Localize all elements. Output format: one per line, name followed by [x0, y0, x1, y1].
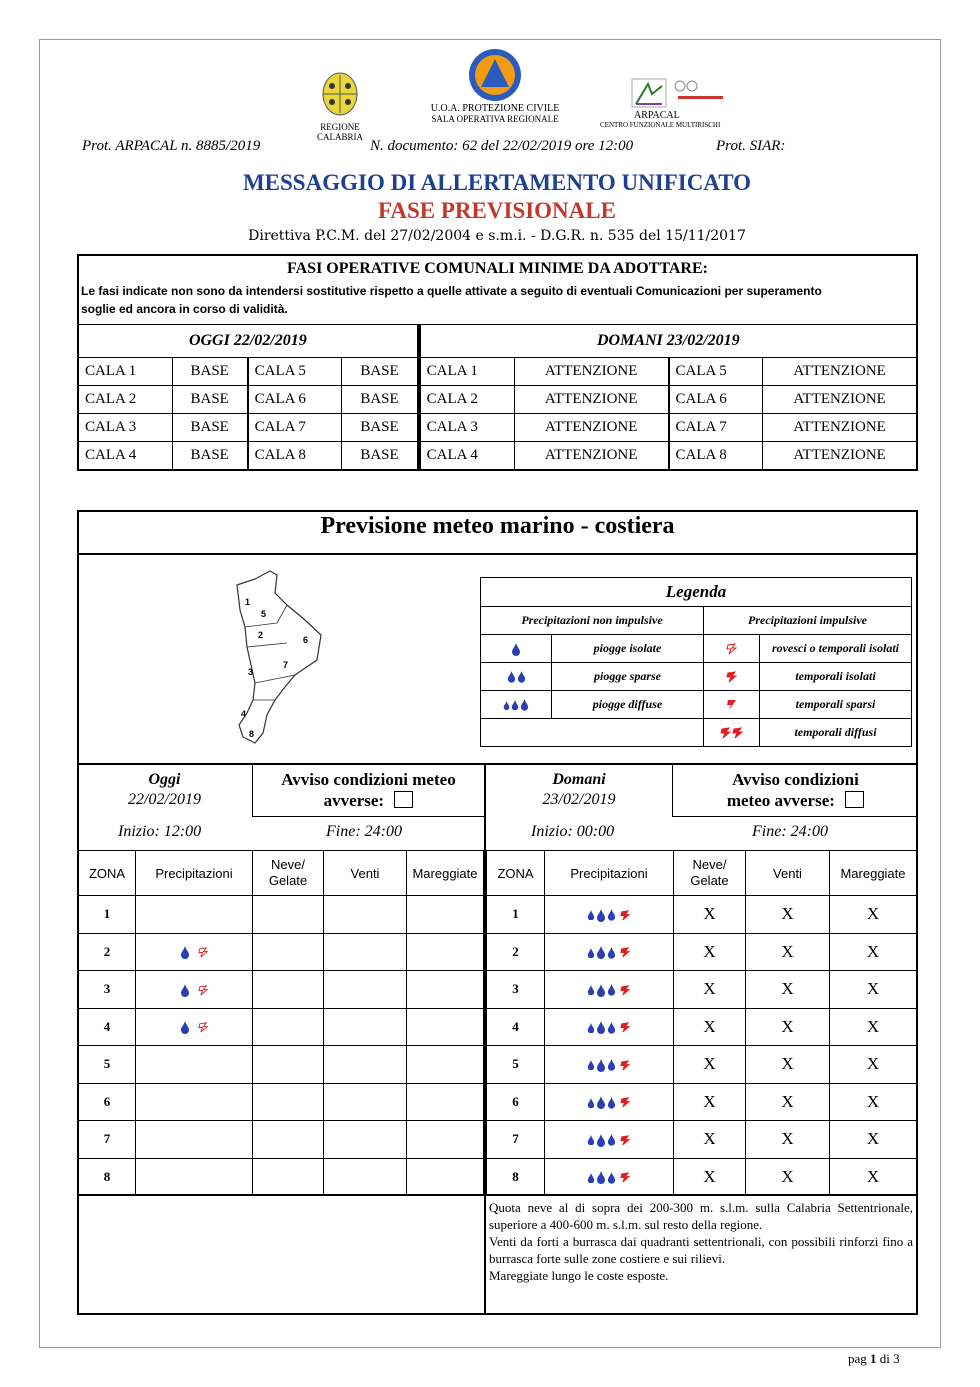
fasi-note-line-2: soglie ed ancora in corso di validità.	[81, 302, 288, 316]
col-mareggiate: Mareggiate	[830, 851, 917, 896]
neve-cell	[253, 1083, 324, 1121]
venti-cell	[324, 1046, 407, 1084]
protezione-civile-logo	[420, 48, 570, 128]
col-zona: ZONA	[79, 851, 136, 896]
fasi-cell: ATTENZIONE	[514, 386, 668, 414]
zone-number: 4	[79, 1008, 136, 1046]
arpacal-subcaption: CENTRO FUNZIONALE MULTIRISCHI	[600, 121, 721, 129]
main-title: MESSAGGIO DI ALLERTAMENTO UNIFICATO	[242, 170, 752, 195]
col-venti: Venti	[746, 851, 830, 896]
neve-cell	[253, 971, 324, 1009]
fasi-cell: CALA 3	[419, 414, 515, 442]
mareggiate-cell	[407, 896, 484, 934]
map-zone-label-2: 2	[258, 630, 264, 640]
fasi-row	[78, 386, 917, 414]
regione-calabria-caption: REGIONE CALABRIA	[316, 122, 363, 142]
fasi-cell: CALA 8	[248, 442, 342, 471]
precipitazioni-icon	[136, 1008, 253, 1046]
fasi-cell: ATTENZIONE	[514, 442, 668, 471]
n-documento: N. documento: 62 del 22/02/2019 ore 12:00	[370, 138, 634, 154]
zone-row	[487, 971, 917, 1009]
fasi-cell: CALA 4	[419, 442, 515, 471]
neve-cell: X	[674, 1046, 746, 1084]
page-number: pag 1 di 3	[848, 1351, 900, 1366]
regione-calabria-logo	[300, 70, 380, 142]
map-zone-label-4: 4	[241, 709, 247, 719]
map-zone-label-5: 5	[261, 609, 267, 619]
prot-arpacal: Prot. ARPACAL n. 8885/2019	[82, 138, 261, 154]
venti-cell: X	[746, 1121, 830, 1159]
legend-left-1: piogge isolate	[552, 635, 704, 663]
map-zone-label-3: 3	[248, 667, 254, 677]
col-neve: Neve/ Gelate	[253, 851, 324, 896]
fasi-cell: BASE	[342, 442, 419, 471]
mareggiate-cell: X	[830, 933, 917, 971]
zone-number: 4	[487, 1008, 545, 1046]
neve-cell	[253, 1158, 324, 1196]
zone-row	[487, 1158, 917, 1196]
venti-cell: X	[746, 1158, 830, 1196]
fasi-cell: CALA 3	[78, 414, 172, 442]
fasi-cell: BASE	[342, 386, 419, 414]
mareggiate-cell	[407, 1121, 484, 1159]
sub-title: FASE PREVISIONALE	[378, 198, 616, 223]
venti-cell	[324, 933, 407, 971]
divider	[77, 1194, 918, 1196]
oggi-avviso-line1: Avviso condizioni meteo	[281, 770, 456, 789]
neve-cell	[253, 1008, 324, 1046]
fasi-cell: CALA 5	[248, 358, 342, 386]
precipitazioni-icon	[545, 1008, 674, 1046]
fasi-cell: CALA 6	[248, 386, 342, 414]
mareggiate-cell	[407, 971, 484, 1009]
precipitazioni-icon	[545, 1083, 674, 1121]
zone-number: 7	[79, 1121, 136, 1159]
zone-number: 1	[79, 896, 136, 934]
oggi-label: OGGI 22/02/2019	[78, 325, 419, 358]
domani-title: Domani	[552, 771, 606, 788]
map-zone-label-8: 8	[249, 729, 255, 739]
mareggiate-cell: X	[830, 1046, 917, 1084]
mareggiate-cell: X	[830, 1008, 917, 1046]
oggi-zone-table	[78, 850, 484, 1196]
fasi-row	[78, 358, 917, 386]
col-venti: Venti	[324, 851, 407, 896]
zone-row	[79, 933, 484, 971]
precipitazioni-icon	[545, 896, 674, 934]
neve-cell: X	[674, 971, 746, 1009]
legend-bolt2-icon	[704, 691, 760, 719]
mareggiate-cell	[407, 1083, 484, 1121]
zone-row	[79, 1158, 484, 1196]
precipitazioni-icon	[136, 933, 253, 971]
precipitazioni-icon	[545, 971, 674, 1009]
fasi-row	[78, 414, 917, 442]
zone-row	[487, 933, 917, 971]
legend-right-3: temporali sparsi	[760, 691, 912, 719]
domani-block	[486, 770, 672, 810]
neve-cell: X	[674, 1083, 746, 1121]
precipitazioni-icon	[545, 1046, 674, 1084]
zone-number: 5	[79, 1046, 136, 1084]
zone-number: 8	[79, 1158, 136, 1196]
fasi-row	[78, 442, 917, 471]
legend-rovesci-icon	[704, 635, 760, 663]
legend-bolt1-icon	[704, 663, 760, 691]
legend-left-2: piogge sparse	[552, 663, 704, 691]
oggi-avviso	[252, 765, 484, 817]
domani-zone-table	[486, 850, 917, 1196]
domani-avviso-checkbox[interactable]	[845, 791, 864, 808]
precipitazioni-icon	[136, 1083, 253, 1121]
fasi-cell: CALA 7	[669, 414, 763, 442]
legend-right-4: temporali diffusi	[760, 719, 912, 747]
arpacal-caption: ARPACAL	[634, 110, 680, 121]
zone-row	[79, 1008, 484, 1046]
legend-right-2: temporali isolati	[760, 663, 912, 691]
legend-title: Legenda	[481, 578, 912, 607]
zone-number: 8	[487, 1158, 545, 1196]
zone-number: 5	[487, 1046, 545, 1084]
domani-avviso	[672, 765, 918, 817]
fasi-cell: ATTENZIONE	[763, 414, 917, 442]
legend-left-3: piogge diffuse	[552, 691, 704, 719]
fasi-cell: ATTENZIONE	[763, 386, 917, 414]
mareggiate-cell: X	[830, 1158, 917, 1196]
domani-avviso-line2: meteo avverse:	[726, 791, 835, 810]
legend-drop2-icon	[481, 663, 552, 691]
fasi-cell: CALA 4	[78, 442, 172, 471]
prot-siar: Prot. SIAR:	[716, 138, 786, 154]
precipitazioni-icon	[136, 971, 253, 1009]
fasi-operative-table	[77, 254, 918, 471]
forecast-note	[489, 1199, 913, 1284]
oggi-title: Oggi	[148, 771, 181, 788]
zone-number: 2	[487, 933, 545, 971]
venti-cell: X	[746, 933, 830, 971]
zone-row	[487, 1008, 917, 1046]
mareggiate-cell: X	[830, 1083, 917, 1121]
zone-row	[487, 1046, 917, 1084]
venti-cell	[324, 1008, 407, 1046]
neve-cell: X	[674, 1158, 746, 1196]
domani-inizio: Inizio: 00:00	[531, 823, 615, 840]
zone-row	[79, 1083, 484, 1121]
fasi-cell: BASE	[342, 414, 419, 442]
protezione-civile-caption-2: SALA OPERATIVA REGIONALE	[431, 114, 559, 124]
neve-cell: X	[674, 896, 746, 934]
mareggiate-cell	[407, 933, 484, 971]
legend-bolt3-icon	[704, 719, 760, 747]
fasi-cell: CALA 7	[248, 414, 342, 442]
fasi-cell: CALA 2	[78, 386, 172, 414]
oggi-fine: Fine: 24:00	[326, 823, 402, 840]
venti-cell: X	[746, 896, 830, 934]
venti-cell	[324, 1158, 407, 1196]
fasi-cell: CALA 1	[78, 358, 172, 386]
legend-drop3-icon	[481, 691, 552, 719]
map-zone-label-7: 7	[283, 660, 289, 670]
fasi-cell: BASE	[342, 358, 419, 386]
fasi-cell: ATTENZIONE	[763, 442, 917, 471]
oggi-inizio: Inizio: 12:00	[118, 823, 202, 840]
zone-number: 3	[487, 971, 545, 1009]
previsione-title: Previsione meteo marino - costiera	[320, 513, 675, 539]
zone-number: 7	[487, 1121, 545, 1159]
fasi-cell: CALA 1	[419, 358, 515, 386]
zone-number: 3	[79, 971, 136, 1009]
venti-cell	[324, 896, 407, 934]
neve-cell	[253, 1046, 324, 1084]
map-zone-label-6: 6	[303, 635, 309, 645]
venti-cell: X	[746, 971, 830, 1009]
zone-row	[79, 896, 484, 934]
zone-row	[79, 1046, 484, 1084]
legend-col-impulsive: Precipitazioni impulsive	[704, 607, 912, 635]
oggi-avviso-line2: avverse:	[323, 791, 385, 810]
fasi-cell: BASE	[172, 442, 247, 471]
mareggiate-cell: X	[830, 971, 917, 1009]
precipitazioni-icon	[136, 1158, 253, 1196]
fasi-cell: CALA 6	[669, 386, 763, 414]
legend-empty	[481, 719, 704, 747]
venti-cell: X	[746, 1008, 830, 1046]
venti-cell	[324, 1121, 407, 1159]
mareggiate-cell	[407, 1158, 484, 1196]
neve-cell	[253, 933, 324, 971]
domani-date: 23/02/2019	[542, 791, 616, 808]
map-zone-label-1: 1	[245, 597, 251, 607]
zone-number: 6	[79, 1083, 136, 1121]
zone-number: 2	[79, 933, 136, 971]
domani-label: DOMANI 23/02/2019	[419, 325, 917, 358]
legend-drop1-icon	[481, 635, 552, 663]
col-precipitazioni: Precipitazioni	[545, 851, 674, 896]
zone-number: 1	[487, 896, 545, 934]
col-mareggiate: Mareggiate	[407, 851, 484, 896]
fasi-cell: CALA 8	[669, 442, 763, 471]
zone-row	[487, 896, 917, 934]
fasi-cell: BASE	[172, 414, 247, 442]
fasi-cell: CALA 2	[419, 386, 515, 414]
divider	[77, 553, 918, 555]
precipitazioni-icon	[545, 1121, 674, 1159]
precipitazioni-icon	[136, 896, 253, 934]
fasi-cell: ATTENZIONE	[514, 414, 668, 442]
mareggiate-cell: X	[830, 896, 917, 934]
oggi-block	[77, 770, 252, 810]
zone-row	[487, 1121, 917, 1159]
fasi-note-line-1: Le fasi indicate non sono da intendersi sostitutive rispetto a quelle attivate a seguito di eventuali Comunicazioni per superamento	[81, 284, 822, 298]
zone-row	[79, 1121, 484, 1159]
note-neve: Quota neve al di sopra dei 200-300 m. s.l.m. sulla Calabria Settentrionale, superiore a 400-600 m. s.l.m. sul resto della regione.	[489, 1200, 913, 1232]
mareggiate-cell	[407, 1046, 484, 1084]
arpacal-logo	[600, 76, 735, 128]
domani-avviso-line1: Avviso condizioni	[732, 770, 859, 789]
legend-right-1: rovesci o temporali isolati	[760, 635, 912, 663]
fasi-cell: CALA 5	[669, 358, 763, 386]
venti-cell: X	[746, 1046, 830, 1084]
protezione-civile-caption-1: U.O.A. PROTEZIONE CIVILE	[430, 103, 560, 114]
legend-table	[480, 577, 912, 747]
mareggiate-cell	[407, 1008, 484, 1046]
note-mareggiate: Mareggiate lungo le coste esposte.	[489, 1268, 669, 1283]
zone-row	[487, 1083, 917, 1121]
fasi-note	[78, 282, 917, 325]
neve-cell: X	[674, 1008, 746, 1046]
col-zona: ZONA	[487, 851, 545, 896]
precipitazioni-icon	[545, 933, 674, 971]
col-precipitazioni: Precipitazioni	[136, 851, 253, 896]
venti-cell	[324, 971, 407, 1009]
neve-cell	[253, 1121, 324, 1159]
fasi-cell: ATTENZIONE	[763, 358, 917, 386]
domani-fine: Fine: 24:00	[752, 823, 828, 840]
oggi-avviso-checkbox[interactable]	[394, 791, 413, 808]
note-venti: Venti da forti a burrasca dai quadranti settentrionali, con possibili rinforzi fino a burrasca forte sulle zone costiere e sui rilievi.	[489, 1234, 913, 1266]
zone-row	[79, 971, 484, 1009]
fasi-cell: ATTENZIONE	[514, 358, 668, 386]
neve-cell: X	[674, 1121, 746, 1159]
zone-number: 6	[487, 1083, 545, 1121]
directive-text: Direttiva P.C.M. del 27/02/2004 e s.m.i. - D.G.R. n. 535 del 15/11/2017	[248, 228, 746, 244]
fasi-cell: BASE	[172, 358, 247, 386]
col-neve: Neve/ Gelate	[674, 851, 746, 896]
legend-col-non-impulsive: Precipitazioni non impulsive	[481, 607, 704, 635]
venti-cell: X	[746, 1083, 830, 1121]
venti-cell	[324, 1083, 407, 1121]
calabria-zone-map	[225, 565, 325, 745]
fasi-heading: FASI OPERATIVE COMUNALI MINIME DA ADOTTARE:	[78, 255, 917, 282]
neve-cell: X	[674, 933, 746, 971]
mareggiate-cell: X	[830, 1121, 917, 1159]
precipitazioni-icon	[136, 1121, 253, 1159]
oggi-date: 22/02/2019	[128, 791, 201, 808]
neve-cell	[253, 896, 324, 934]
fasi-cell: BASE	[172, 386, 247, 414]
precipitazioni-icon	[136, 1046, 253, 1084]
precipitazioni-icon	[545, 1158, 674, 1196]
